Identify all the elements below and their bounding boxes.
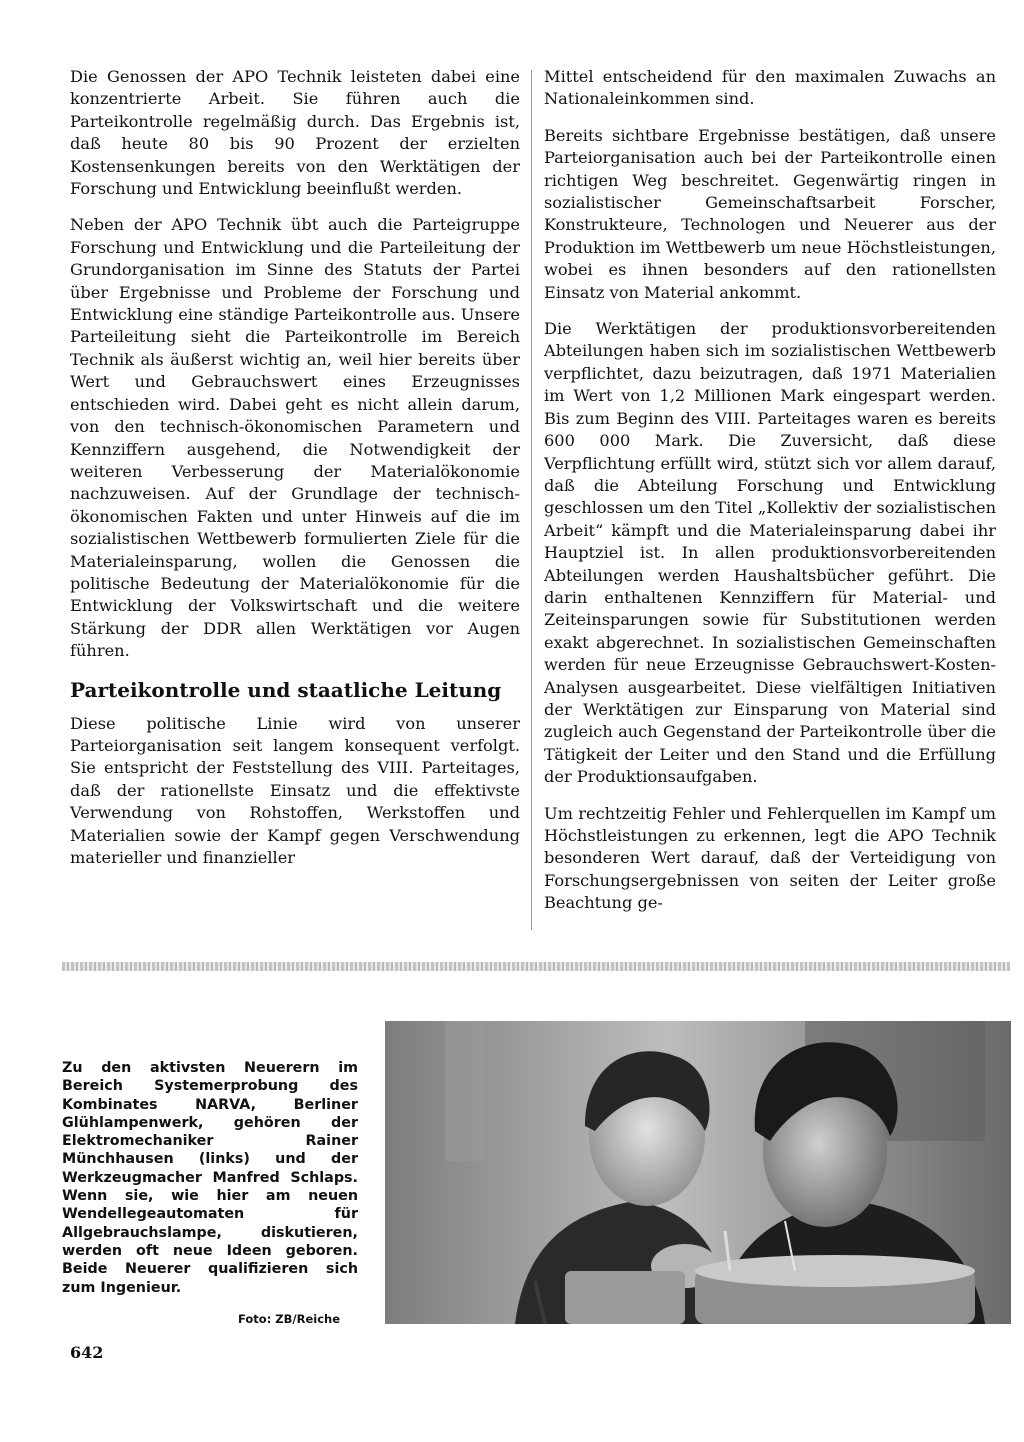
paragraph: Die Genossen der APO Technik leisteten dabei eine konzentrierte Arbeit. Sie führen auch die Parteikontrolle regelmäßig durch. Das Ergebnis ist, daß heute 80 bis 90 Prozent der erzielten Kostensenkungen bereits von den Werktätigen der Forschung und Entwicklung beeinflußt werden. (70, 67, 520, 199)
paragraph: Diese politische Linie wird von unserer Parteiorganisation seit langem konsequent verfolgt. Sie entspricht der Feststellung des VIII. Parteitages, daß der rationellste Einsatz und die effektivste Verwendung von Rohstoffen, Werkstoffen und Materialien sowie der Kampf gegen Verschwendung materieller und finanzieller (70, 713, 520, 867)
paragraph: Die Werktätigen der produktionsvorbereitenden Abteilungen haben sich im sozialistischen Wettbewerb verpflichtet, dazu beizutragen, daß 1971 Materialien im Wert von 1,2 Millionen Mark eingespart werden. Bis zum Beginn des VIII. Parteitages waren es bereits 600 000 Mark. Die Zuversicht, daß diese Verpflichtung erfüllt wird, stützt sich vor allem darauf, daß die Abteilung Forschung und Entwicklung geschlossen um den Titel „Kollektiv der sozialistischen Arbeit“ kämpft und die Materialeinsparung dabei ihr Hauptziel ist. In allen produktionsvorbereitenden Abteilungen werden Haushaltsbücher geführt. Die darin enthaltenen Kennziffern für Material- und Zeiteinsparungen sowie für Substitutionen werden exakt abgerechnet. In sozialistischen Gemeinschaften werden für neue Erzeugnisse Gebrauchswert-Kosten-Analysen ausgearbeitet. Diese vielfältigen Initiativen der Werktätigen zur Einsparung von Material sind zugleich auch Gegenstand der Parteikontrolle über die Tätigkeit der Leiter und den Stand und die Erfüllung der Produktionsaufgaben. (544, 319, 996, 787)
page-number: 642 (70, 1343, 104, 1362)
paragraph: Bereits sichtbare Ergebnisse bestätigen, daß unsere Parteiorganisation auch bei der Parteikontrolle einen richtigen Weg beschreitet. Gegenwärtig ringen in sozialistischer Gemeinschaftsarbeit Forscher, Konstrukteure, Technologen und Neuerer aus der Produktion im Wettbewerb um neue Höchstleistungen, wobei es ihnen besonders auf den rationellsten Einsatz von Material ankommt. (544, 125, 996, 302)
paragraph: Neben der APO Technik übt auch die Parteigruppe Forschung und Entwicklung und die Parteileitung der Grundorganisation im Sinne des Statuts der Partei über Ergebnisse und Probleme der Forschung und Entwicklung eine ständige Parteikontrolle aus. Unsere Parteileitung sieht die Parteikontrolle im Bereich Technik als äußerst wichtig an, weil hier bereits über Wert und Gebrauchswert eines Erzeugnisses entschieden wird. Dabei geht es nicht allein darum, von den technisch-ökonomischen Parametern und Kennziffern ausgehend, die Notwendigkeit der weiteren Verbesserung der Materialökonomie nachzuweisen. Auf der Grundlage der technisch-ökonomischen Fakten und unter Hinweis auf die im sozialistischen Wettbewerb formulierten Ziele für die Materialeinsparung, wollen die Genossen die politische Bedeutung der Materialökonomie für die Entwicklung der Volkswirtschaft und die weitere Stärkung der DDR allen Werktätigen vor Augen führen. (70, 215, 520, 661)
column-divider (531, 70, 532, 930)
section-heading: Parteikontrolle und staatliche Leitung (70, 677, 502, 702)
photo-caption: Zu den aktivsten Neuerern im Bereich Systemerprobung des Kombinates NARVA, Berliner Glühlampenwerk, gehören der Elektromechaniker Rainer Münchhausen (links) und der Werkzeugmacher Manfred Schlaps. Wenn sie, wie hier am neuen Wendellegeautomaten für Allgebrauchslampe, diskutieren, werden oft neue Ideen geboren. Beide Neuerer qualifizieren sich zum Ingenieur. (62, 1060, 358, 1296)
right-column (544, 66, 996, 929)
paragraph: Um rechtzeitig Fehler und Fehlerquellen im Kampf um Höchstleistungen zu erkennen, legt die APO Technik besonderen Wert darauf, daß der Verteidigung von Forschungsergebnissen von seiten der Leiter große Beachtung ge- (544, 803, 996, 913)
photo-two-workers (385, 1021, 1011, 1324)
halftone-rule (62, 962, 1010, 971)
photo-credit: Foto: ZB/Reiche (238, 1312, 340, 1326)
left-column (70, 66, 520, 883)
paragraph: Mittel entscheidend für den maximalen Zuwachs an Nationaleinkommen sind. (544, 67, 996, 109)
